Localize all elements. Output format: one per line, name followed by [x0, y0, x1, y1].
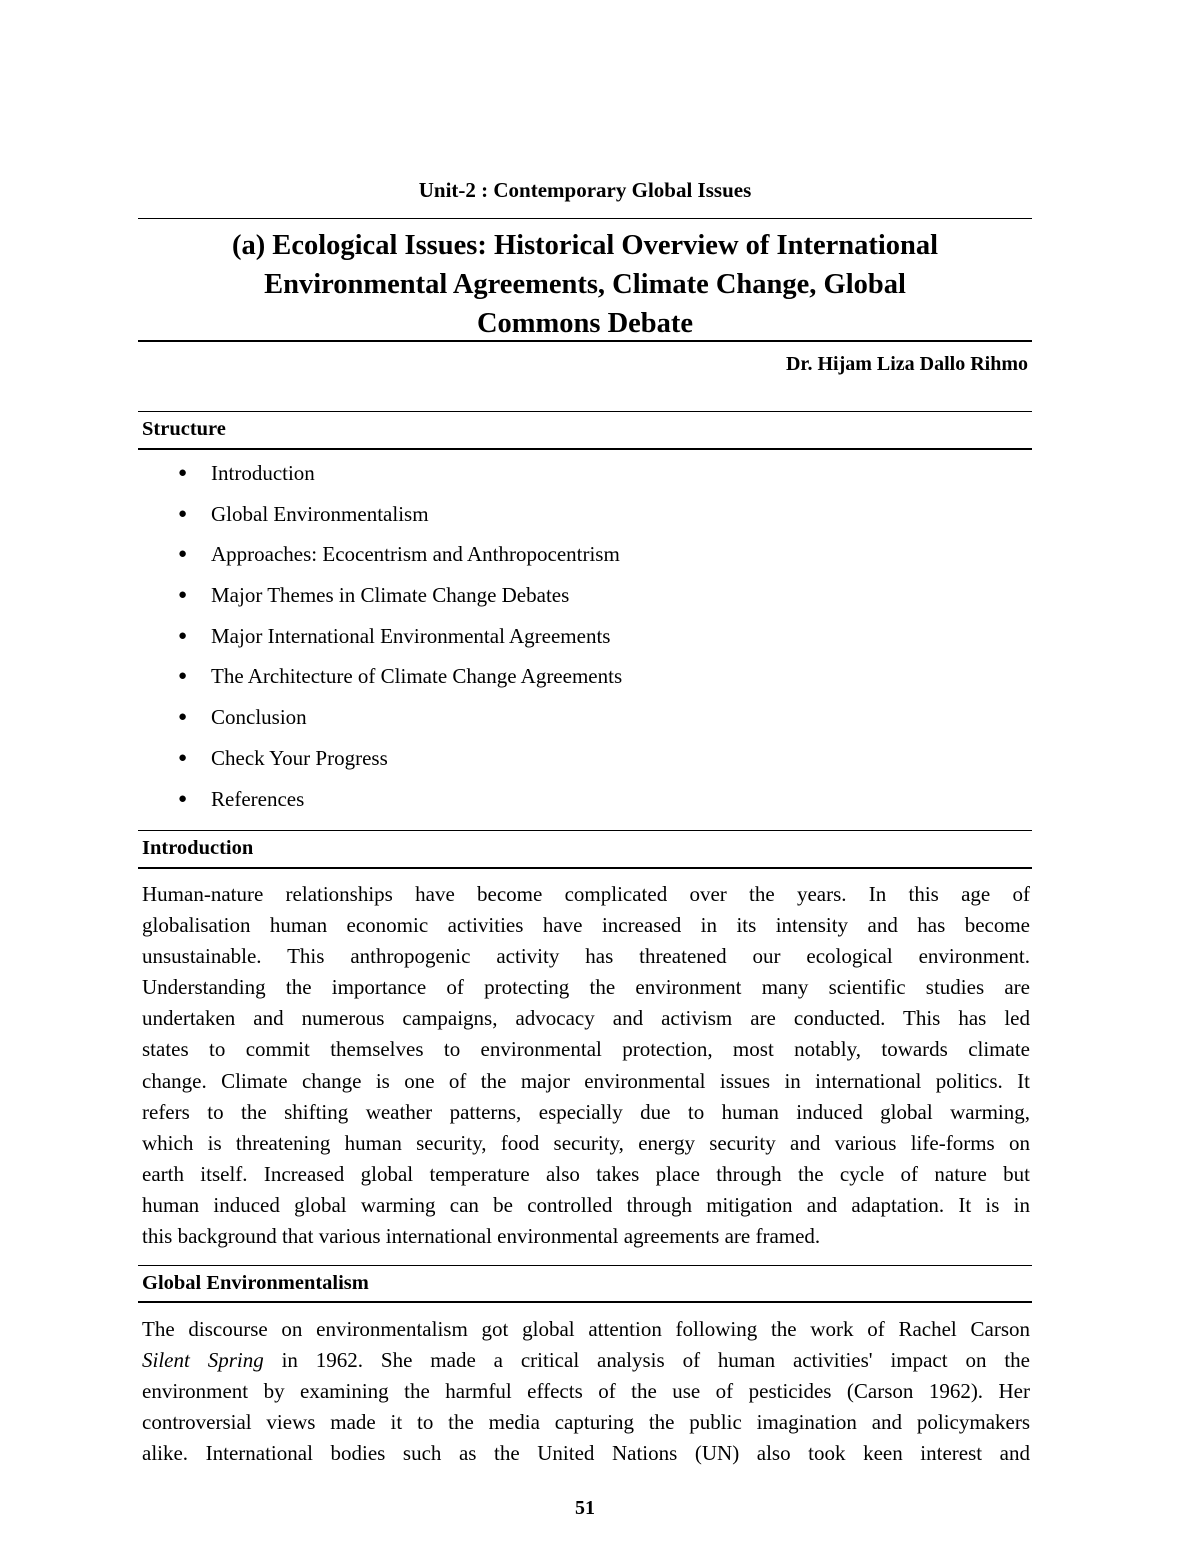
paragraph-line-text: in 1962. She made a critical analysis of human activities' impact on the	[263, 1348, 1030, 1373]
list-item-label: References	[211, 786, 305, 811]
paragraph-line: controversial views made it to the media capturing the public imagination and policymakers	[142, 1410, 1030, 1435]
list-item-label: The Architecture of Climate Change Agreements	[211, 664, 623, 689]
global-environmentalism-paragraph	[142, 1314, 1030, 1469]
list-item-label: Conclusion	[211, 705, 307, 730]
structure-list	[178, 459, 622, 825]
structure-heading: Structure	[142, 418, 226, 440]
bullet-icon: ●	[178, 587, 188, 604]
structure-bottom-rule	[138, 448, 1032, 450]
list-item-label: Introduction	[211, 461, 315, 485]
global-environmentalism-bottom-rule	[138, 1301, 1032, 1303]
author-name: Dr. Hijam Liza Dallo Rihmo	[785, 353, 1028, 375]
page-number: 51	[575, 1497, 595, 1519]
bullet-icon: ●	[178, 790, 188, 807]
bullet-icon: ●	[178, 709, 188, 726]
title-top-rule	[138, 218, 1032, 219]
chapter-title	[138, 226, 1032, 343]
global-environmentalism-top-rule	[138, 1265, 1032, 1266]
chapter-title-line: Environmental Agreements, Climate Change, Global	[264, 269, 906, 300]
book-title: Silent Spring	[142, 1348, 264, 1373]
title-bottom-rule	[138, 340, 1032, 342]
paragraph-line: which is threatening human security, food security, energy security and various life-forms on	[142, 1130, 1030, 1155]
list-item	[178, 785, 622, 826]
global-environmentalism-heading: Global Environmentalism	[142, 1272, 369, 1294]
bullet-icon: ●	[178, 546, 188, 563]
chapter-title-line: (a) Ecological Issues: Historical Overview of International	[231, 230, 939, 261]
paragraph-line: states to commit themselves to environmental protection, most notably, towards climate	[142, 1037, 1030, 1062]
list-item	[178, 622, 622, 663]
paragraph-line: The discourse on environmentalism got global attention following the work of Rachel Carson	[142, 1317, 1030, 1341]
paragraph-line: globalisation human economic activities have increased in its intensity and has become	[142, 913, 1030, 938]
list-item	[178, 581, 622, 622]
paragraph-line: unsustainable. This anthropogenic activity has threatened our ecological environment.	[142, 944, 1030, 969]
list-item	[178, 459, 622, 500]
bullet-icon: ●	[178, 627, 188, 644]
paragraph-line	[142, 1345, 1030, 1376]
bullet-icon: ●	[178, 749, 188, 766]
paragraph-line: earth itself. Increased global temperature also takes place through the cycle of nature but	[142, 1161, 1030, 1186]
list-item-label: Check Your Progress	[211, 745, 388, 770]
paragraph-line: undertaken and numerous campaigns, advocacy and activism are conducted. This has led	[142, 1006, 1030, 1031]
paragraph-line: Human-nature relationships have become complicated over the years. In this age of	[142, 882, 1030, 906]
bullet-icon: ●	[178, 505, 188, 522]
list-item	[178, 540, 622, 581]
list-item	[178, 500, 622, 541]
bullet-icon: ●	[178, 465, 188, 481]
introduction-bottom-rule	[138, 867, 1032, 869]
unit-heading: Unit-2 : Contemporary Global Issues	[418, 178, 752, 202]
chapter-title-line: Commons Debate	[476, 308, 694, 339]
paragraph-line: human induced global warming can be controlled through mitigation and adaptation. It is in	[142, 1192, 1030, 1217]
introduction-top-rule	[138, 830, 1032, 831]
structure-top-rule	[138, 411, 1032, 412]
introduction-heading: Introduction	[142, 837, 254, 859]
bullet-icon: ●	[178, 668, 188, 685]
introduction-paragraph	[142, 879, 1030, 1252]
paragraph-line: alike. International bodies such as the United Nations (UN) also took keen interest and	[142, 1441, 1030, 1466]
paragraph-line: environment by examining the harmful effects of the use of pesticides (Carson 1962). Her	[142, 1379, 1030, 1404]
paragraph-line: change. Climate change is one of the major environmental issues in international politics. It	[142, 1068, 1030, 1093]
list-item-label: Approaches: Ecocentrism and Anthropocentrism	[211, 542, 620, 567]
list-item	[178, 744, 622, 785]
list-item-label: Global Environmentalism	[211, 501, 429, 526]
list-item	[178, 703, 622, 744]
list-item-label: Major International Environmental Agreements	[211, 623, 611, 648]
list-item-label: Major Themes in Climate Change Debates	[211, 583, 570, 608]
paragraph-line: Understanding the importance of protecting the environment many scientific studies are	[142, 975, 1030, 1000]
paragraph-line: this background that various international environmental agreements are framed.	[142, 1224, 821, 1249]
list-item	[178, 662, 622, 703]
paragraph-line: refers to the shifting weather patterns, especially due to human induced global warming,	[142, 1099, 1030, 1124]
